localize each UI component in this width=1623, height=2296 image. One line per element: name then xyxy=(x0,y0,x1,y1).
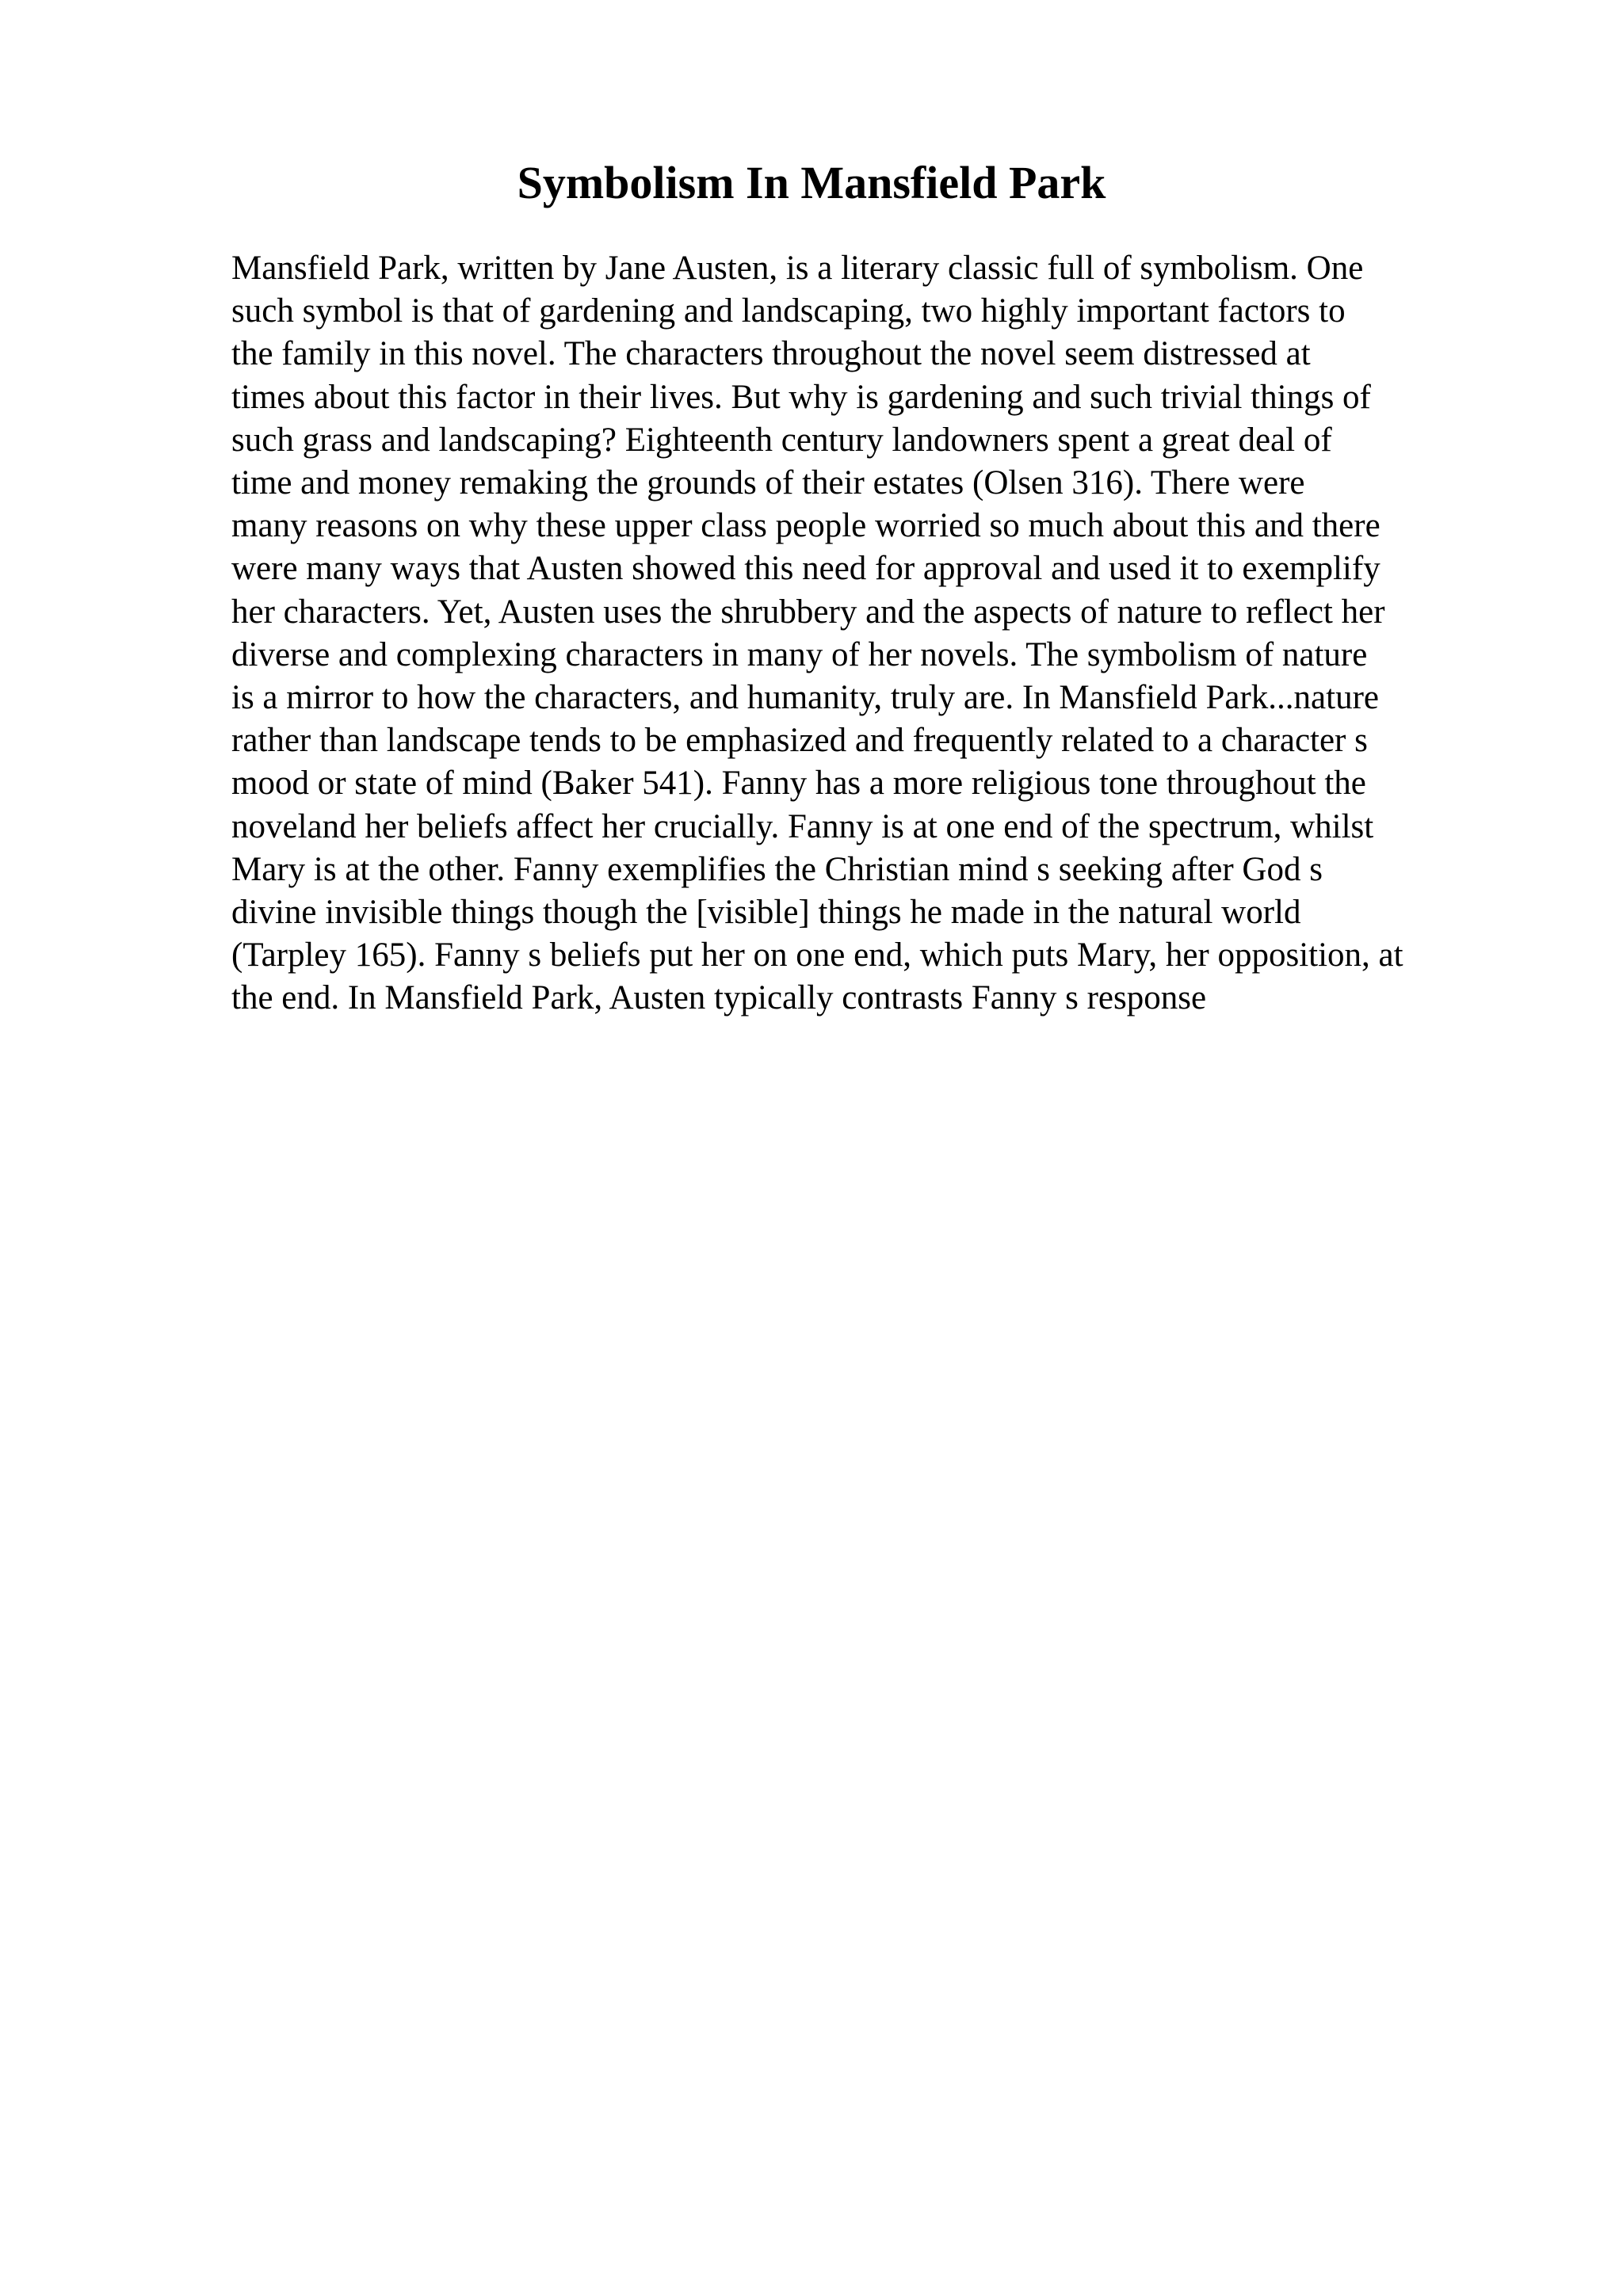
body-line: (Tarpley 165). Fanny s beliefs put her on one end, which puts Mary, her opposition, at xyxy=(231,936,1403,974)
document-title: Symbolism In Mansfield Park xyxy=(517,157,1106,208)
body-line: times about this factor in their lives. But why is gardening and such trivial things of xyxy=(231,378,1371,416)
body-line: were many ways that Austen showed this need for approval and used it to exemplify xyxy=(231,550,1381,588)
body-line: noveland her beliefs affect her crucially. Fanny is at one end of the spectrum, whilst xyxy=(231,807,1374,845)
body-line: the family in this novel. The characters throughout the novel seem distressed at xyxy=(231,335,1311,373)
body-line: rather than landscape tends to be emphasized and frequently related to a character s xyxy=(231,722,1368,760)
body-line: is a mirror to how the characters, and humanity, truly are. In Mansfield Park...nature xyxy=(231,679,1379,717)
body-line: mood or state of mind (Baker 541). Fanny has a more religious tone throughout the xyxy=(231,765,1366,803)
body-line: Mansfield Park, written by Jane Austen, is a literary classic full of symbolism. One xyxy=(231,250,1364,287)
body-line: her characters. Yet, Austen uses the shrubbery and the aspects of nature to reflect her xyxy=(231,593,1385,631)
body-line: Mary is at the other. Fanny exemplifies the Christian mind s seeking after God s xyxy=(231,850,1323,888)
body-line: such grass and landscaping? Eighteenth century landowners spent a great deal of xyxy=(231,421,1332,459)
body-line: such symbol is that of gardening and landscaping, two highly important factors to xyxy=(231,292,1346,330)
body-line: the end. In Mansfield Park, Austen typically contrasts Fanny s response xyxy=(231,979,1207,1017)
body-line: diverse and complexing characters in many of her novels. The symbolism of nature xyxy=(231,635,1368,673)
document-body xyxy=(231,247,1547,1020)
body-line: many reasons on why these upper class people worried so much about this and there xyxy=(231,507,1381,545)
body-line: time and money remaking the grounds of their estates (Olsen 316). There were xyxy=(231,464,1305,502)
body-line: divine invisible things though the [visible] things he made in the natural world xyxy=(231,894,1301,932)
